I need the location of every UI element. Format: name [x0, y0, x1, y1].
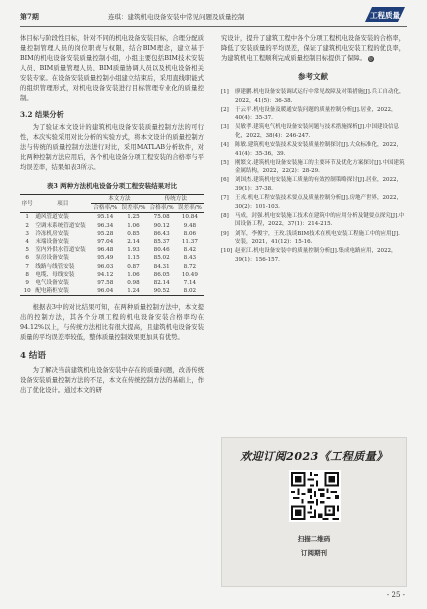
table-row: 6 泵房设备安装 95.49 1.15 85.02 8.43	[25, 255, 197, 262]
reference-item: [5] 刚繁文.建筑机电设备安装施工的主要环节及优化方案探讨[J].中国建筑金属结构，2022，22(2)：28-29.	[221, 159, 405, 175]
reference-item: [3] 吴敏孝.建筑电气机电设备安装问题与技术措施探析[J].中国建设信息化，2022，38(4)：246-247.	[221, 124, 399, 139]
reference-item: [1] 廖建鹏.机电设备安装调试运行中常见故障及对策措施[J].兵工自动化，2022，41(5)：36-38.	[221, 89, 405, 104]
references-title: 参考文献	[298, 72, 328, 81]
ad-scan-caption: 扫描二维码	[297, 535, 331, 543]
col-header-pass-b: 合格率/%	[148, 204, 176, 213]
journal-logo	[363, 4, 407, 24]
section-heading-3-2: 3.2 结果分析	[20, 110, 64, 119]
ad-subscribe-caption: 订阅期刊	[301, 549, 327, 557]
group-header-traditional: 传统方法	[148, 195, 204, 204]
table-caption: 表3 两种方法机电设备分项工程安装结果对比	[46, 182, 178, 190]
col-header-item: 项目	[34, 195, 91, 213]
left-column	[20, 34, 204, 396]
reference-item: [10] 赵亚江.机电设备安装中的质量控制分析[J].集成电路应用，2022，39(1)：156-157.	[221, 248, 397, 263]
col-header-pass-a: 合格率/%	[91, 204, 119, 213]
continued-paragraph: 究设计，提升了建筑工程中各个分项工程机电设备安装的合格率，降低了安装质量的平均误差，保证了建筑机电安装工程的优良率，为建筑机电工程顺利完成质量控制目标提供了保障。 ◎	[221, 35, 405, 62]
conclusion-paragraph: 为了解决当前建筑机电设备安装中存在的质量问题，改善传统设备安装质量控制方法的不足，本文在传统控制方法的基础上，作出了优化设计。通过本文的研	[20, 367, 204, 395]
comparison-table	[20, 194, 204, 296]
section-heading-4: 4 结语	[20, 351, 46, 362]
page-number: - 25 -	[386, 591, 405, 599]
reference-item: [7] 王戎.机电工程安装技术要点及质量控制分析[J].房地产世界，2022，30(2)：101-103.	[221, 195, 402, 210]
page-header	[20, 4, 407, 27]
intro-paragraph: 体目标与阶段性目标，针对不同的机电设备安装目标，合理分配质量控制管理人员的岗位职责与权限，结合BIM理念，建立基于BIM的机电设备安装质量控制小组，小组主要包括BIM技术安装人员、BIM质量管理人员、BIM质量协调人员以及机电设备相关安装专家。在设备安装质量控制小组建立结束后，采用直线职能式的组织管理形式，对机电设备安装进行目标管理专业化的质量控制。	[20, 35, 204, 102]
col-header-no: 序号	[20, 195, 34, 213]
reference-item: [6] 刘国杰.建筑机电安装施工质量的有效控制策略探讨[J].居业，2022，39(1)：37-38.	[221, 177, 402, 193]
reference-item: [2] 于云平.机电设备及暖通安装问题的质量控制分析[J].居业，2022，40(4)：35-37.	[221, 106, 397, 122]
col-header-err-b: 误差率/%	[176, 204, 204, 213]
analysis-paragraph: 根据表3中的对比结果可知，在两种质量控制方法中，本文提出的控制方法，其各个分项工程的机电设备安装合格率均在94.12%以上，与传统方法相比有很大提高，且建筑机电设备安装质量的平均误差率较低，整体质量控制效果更加具有优势。	[20, 304, 204, 342]
references-list	[221, 88, 405, 264]
issue-number: 第7期	[20, 12, 39, 21]
ad-title: 欢迎订阅2023《工程质量》	[240, 450, 388, 463]
table-row: 7 线路与线管安装 96.03 0.87 84.31 8.72	[25, 263, 197, 270]
table-row: 1 通风管道安装 95.14 1.25 75.08 10.84	[25, 214, 198, 221]
table-row: 10 配电箱柜安装 96.04 1.24 90.52 8.02	[20, 287, 204, 296]
reference-item: [4] 陈敏.建筑机电安装技术及安装质量控制探讨[J].大众标准化，2022，41(4)：35-36，39.	[221, 142, 402, 157]
right-column	[221, 34, 405, 265]
qr-code-icon[interactable]	[289, 470, 341, 522]
table-row: 4 末端设备安装 97.04 2.14 85.37 11.37	[25, 239, 198, 246]
subscription-ad	[221, 437, 407, 587]
logo-text: 工程质量	[370, 11, 400, 20]
end-mark-icon: ◎	[368, 55, 374, 62]
table-row: 2 空调末系统管道安装 96.34 1.06 90.12 9.48	[25, 222, 197, 229]
col-header-err-a: 误差率/%	[119, 204, 147, 213]
table-row: 8 电缆、母线安装 94.12 1.06 86.05 10.49	[25, 271, 198, 278]
table-row: 9 电气设备安装 97.58 0.98 82.14 7.14	[25, 280, 197, 287]
running-title: 连琪：建筑机电设备安装中常见问题及质量控制	[108, 13, 245, 21]
table-row: 3 冷冻机房安装 95.28 0.85 86.43 8.06	[25, 230, 197, 237]
results-paragraph: 为了验证本文设计的建筑机电设备安装质量控制方法的可行性，本次实验采用对比分析的实验方式，将本文设计的质量控制方法与传统的质量控制方法进行对比，采用MATLAB分析软件，对比两种控制方法应用后，各个机电设备分项工程安装的合格率与平均误差率，结果如表3所示。	[20, 124, 204, 171]
reference-item: [8] 马成，封强.机电安装施工技术在建筑中的应用分析及键要点探究[J].中国设备工程，2022，37(1)：214-215.	[221, 212, 405, 228]
group-header-proposed: 本文方法	[91, 195, 147, 204]
table-row: 5 室内外供水管道安装 96.48 1.93 80.46 8.42	[25, 247, 197, 254]
reference-item: [9] 刘军，李俊宇，王玫.浅谈BIM技术在机电安装工程施工中的应用[J].安装，2021，41(12)：15-16.	[221, 230, 400, 246]
